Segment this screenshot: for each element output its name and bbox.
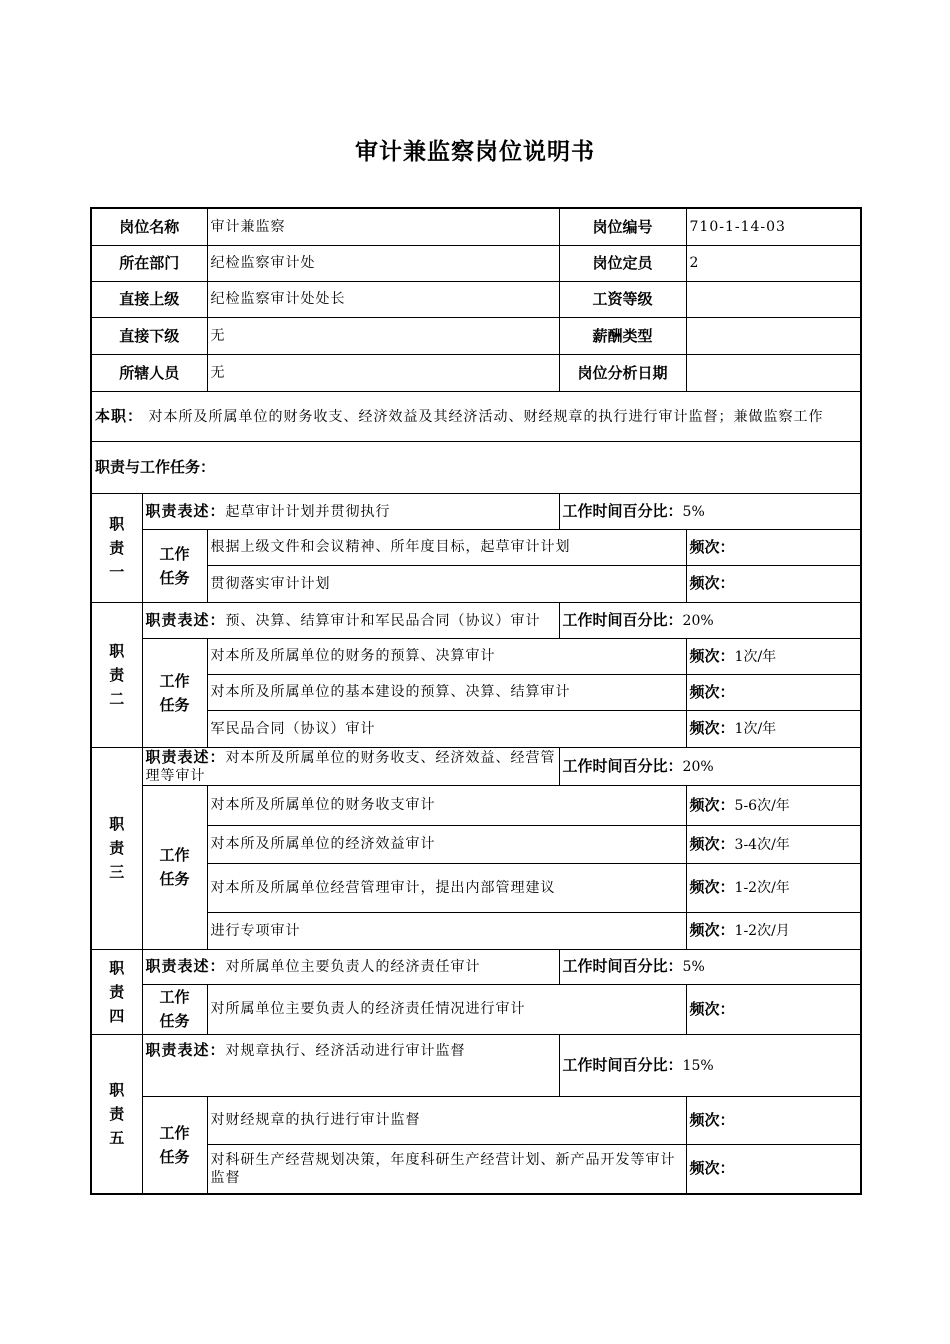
duty-desc: 职责表述：对规章执行、经济活动进行审计监督	[142, 1034, 559, 1096]
managed-label: 所辖人员	[91, 354, 207, 391]
main-duty-label: 本职：	[95, 406, 144, 425]
task-text: 对科研生产经营规划决策，年度科研生产经营计划、新产品开发等审计监督	[207, 1144, 686, 1194]
post-name-label: 岗位名称	[91, 208, 207, 245]
salary-grade-value	[686, 281, 861, 317]
duty-desc-row	[91, 1034, 861, 1096]
task-text: 贯彻落实审计计划	[207, 565, 686, 602]
task-freq: 频次：1次/年	[686, 710, 861, 747]
task-row	[91, 710, 861, 747]
duty-desc: 职责表述：对所属单位主要负责人的经济责任审计	[142, 949, 559, 984]
task-text: 对所属单位主要负责人的经济责任情况进行审计	[207, 984, 686, 1034]
dept-value: 纪检监察审计处	[207, 245, 559, 281]
task-text: 进行专项审计	[207, 912, 686, 949]
superior-value: 纪检监察审计处处长	[207, 281, 559, 317]
task-freq: 频次：	[686, 565, 861, 602]
duty-name: 职 责 四	[91, 949, 142, 1034]
duty-desc: 职责表述：起草审计计划并贯彻执行	[142, 493, 559, 529]
duty-percent: 工作时间百分比：15%	[559, 1034, 861, 1096]
work-task-label: 工作 任务	[142, 785, 207, 949]
duty-desc-row	[91, 602, 861, 638]
task-freq: 频次：	[686, 984, 861, 1034]
info-row	[91, 354, 861, 391]
duty-desc: 职责表述：预、决算、结算审计和军民品合同（协议）审计	[142, 602, 559, 638]
duties-header-row	[91, 441, 861, 493]
info-row	[91, 208, 861, 245]
task-row	[91, 1096, 861, 1144]
post-name-value: 审计兼监察	[207, 208, 559, 245]
pay-type-label: 薪酬类型	[559, 317, 686, 354]
main-duty-cell	[91, 391, 861, 441]
work-task-label: 工作 任务	[142, 638, 207, 747]
post-no-label: 岗位编号	[559, 208, 686, 245]
task-text: 根据上级文件和会议精神、所年度目标，起草审计计划	[207, 529, 686, 565]
task-freq: 频次：	[686, 1096, 861, 1144]
work-task-label: 工作 任务	[142, 529, 207, 602]
task-text: 对本所及所属单位的财务的预算、决算审计	[207, 638, 686, 674]
duties-header: 职责与工作任务：	[91, 441, 861, 493]
task-freq: 频次：1次/年	[686, 638, 861, 674]
task-freq: 频次：	[686, 529, 861, 565]
duty-desc-row	[91, 493, 861, 529]
superior-label: 直接上级	[91, 281, 207, 317]
task-freq: 频次：1-2次/年	[686, 863, 861, 912]
duty-percent: 工作时间百分比：20%	[559, 602, 861, 638]
task-row	[91, 565, 861, 602]
duty-percent: 工作时间百分比：5%	[559, 949, 861, 984]
duty-percent: 工作时间百分比：5%	[559, 493, 861, 529]
task-row	[91, 984, 861, 1034]
duty-desc: 职责表述：对本所及所属单位的财务收支、经济效益、经营管理等审计	[142, 747, 559, 785]
task-row	[91, 674, 861, 710]
task-row	[91, 863, 861, 912]
duty-desc-row	[91, 949, 861, 984]
salary-grade-label: 工资等级	[559, 281, 686, 317]
task-text: 对财经规章的执行进行审计监督	[207, 1096, 686, 1144]
duty-name: 职 责 五	[91, 1034, 142, 1194]
managed-value: 无	[207, 354, 559, 391]
subordinate-label: 直接下级	[91, 317, 207, 354]
task-text: 对本所及所属单位经营管理审计，提出内部管理建议	[207, 863, 686, 912]
job-description-table	[90, 207, 862, 1195]
duty-percent: 工作时间百分比：20%	[559, 747, 861, 785]
task-row	[91, 912, 861, 949]
task-row	[91, 529, 861, 565]
dept-label: 所在部门	[91, 245, 207, 281]
task-text: 对本所及所属单位的经济效益审计	[207, 825, 686, 863]
duty-name: 职 责 二	[91, 602, 142, 747]
main-duty-text: 对本所及所属单位的财务收支、经济效益及其经济活动、财经规章的执行进行审计监督；兼做监察工作	[143, 408, 824, 425]
task-text: 对本所及所属单位的财务收支审计	[207, 785, 686, 825]
task-freq: 频次：1-2次/月	[686, 912, 861, 949]
task-freq: 频次：3-4次/年	[686, 825, 861, 863]
task-row	[91, 785, 861, 825]
task-freq: 频次：	[686, 1144, 861, 1194]
analysis-date-label: 岗位分析日期	[559, 354, 686, 391]
info-row	[91, 317, 861, 354]
analysis-date-value	[686, 354, 861, 391]
work-task-label: 工作 任务	[142, 1096, 207, 1194]
task-row	[91, 825, 861, 863]
task-row	[91, 1144, 861, 1194]
quota-label: 岗位定员	[559, 245, 686, 281]
pay-type-value	[686, 317, 861, 354]
quota-value: 2	[686, 245, 861, 281]
task-freq: 频次：	[686, 674, 861, 710]
info-row	[91, 281, 861, 317]
task-text: 对本所及所属单位的基本建设的预算、决算、结算审计	[207, 674, 686, 710]
task-text: 军民品合同（协议）审计	[207, 710, 686, 747]
post-no-value: 710-1-14-03	[686, 208, 861, 245]
task-row	[91, 638, 861, 674]
info-row	[91, 245, 861, 281]
main-duty-row	[91, 391, 861, 441]
task-freq: 频次：5-6次/年	[686, 785, 861, 825]
duty-name: 职 责 三	[91, 747, 142, 949]
page-title: 审计兼监察岗位说明书	[355, 139, 595, 165]
duty-desc-row	[91, 747, 861, 785]
duty-name: 职 责 一	[91, 493, 142, 602]
subordinate-value: 无	[207, 317, 559, 354]
work-task-label: 工作 任务	[142, 984, 207, 1034]
